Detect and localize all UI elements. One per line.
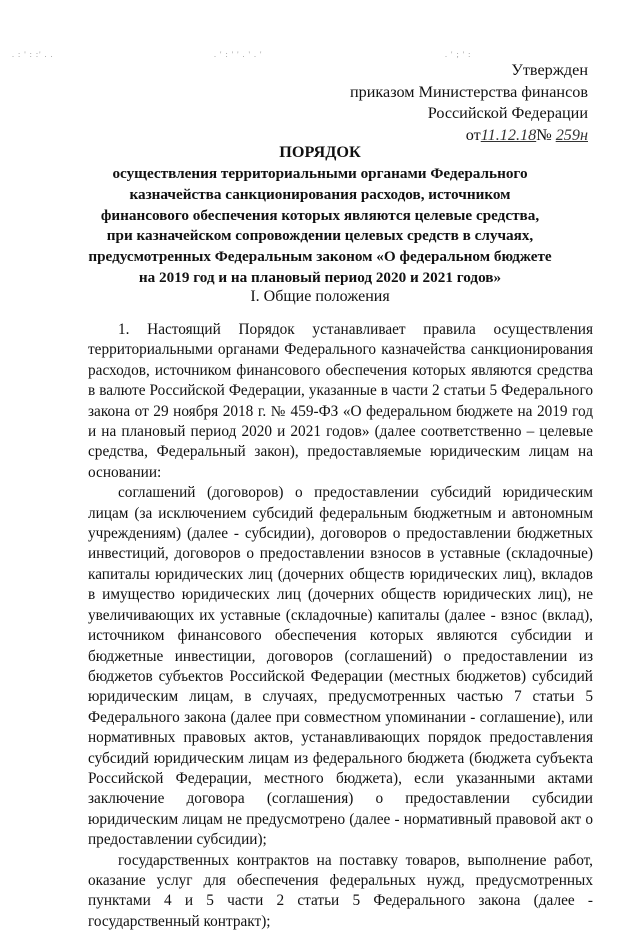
paragraph: соглашений (договоров) о предоставлении субсидий юридическим лицам (за исключением субсидий федеральным бюджетным и автономным учреждениям) (далее - субсидии), договоров о предоставлении бюджетных инвестиций, договоров о предоставлении взносов в уставные (складочные) капиталы юридических лиц (дочерних обществ юридических лиц), вкладов в имущество юридических лиц (дочерних обществ юридических лиц), не увеличивающих их уставные (складочные) капиталы (далее - взнос (вклад), источником финансового обеспечения которых являются субсидии и бюджетные инвестиции, договоров (соглашений) о предоставлении из бюджетов субъектов Российской Федерации (местных бюджетов) субсидий юридическим лицам, в случаях, предусмотренных частью 7 статьи 5 Федерального закона (далее при совместном упоминании - соглашение), или нормативных правовых актов, устанавливающих порядок предоставления субсидий юридическим лицам из федерального бюджета (бюджета субъекта Российской Федерации, местного бюджета), если указанными актами заключение договора (соглашения) о предоставлении субсидии юридическим лицам не предусмотрено (далее - нормативный правовой акт о предоставлении субсидии); <box>88 484 593 849</box>
paragraph: 1. Настоящий Порядок устанавливает правила осуществления территориальными органами Федерального казначейства санкционирования расходов, источником финансового обеспечения которых являются средства в валюте Российской Федерации, указанные в части 2 статьи 5 Федерального закона от 29 ноября 2018 г. № 459-ФЗ «О федеральном бюджете на 2019 год и на плановый период 2020 и 2021 годов» (далее соответственно – целевые средства, Федеральный закон), предоставляемые юридическим лицам на основании: <box>88 321 593 481</box>
document-subtitle: осуществления территориальными органами Федерального казначейства санкционирования расходов, источником финансового обеспечения которых являются целевые средства, при казначейском сопровождении целевых средств в случаях, предусмотренных Федеральным законом «О федеральном бюджете на 2019 год и на плановый период 2020 и 2021 годов» <box>88 165 552 286</box>
section-heading: I. Общие положения <box>250 288 390 305</box>
approval-line-1: Утвержден <box>511 61 588 79</box>
scan-mark-right: . ' ; ' : <box>445 50 472 59</box>
date-prefix: от <box>465 125 481 144</box>
paragraph: государственных контрактов на поставку товаров, выполнение работ, оказание услуг для обеспечения федеральных нужд, предусмотренных пунктами 4 и 5 части 2 статьи 5 Федерального закона (далее - государственный контракт); <box>88 851 593 930</box>
number-prefix: № <box>536 125 552 144</box>
approval-number: 259н <box>555 125 588 144</box>
approval-line-2: приказом Министерства финансов <box>349 82 588 101</box>
scan-mark-middle: . ' : ' ' . ' . ' <box>214 50 263 59</box>
scan-mark-left: . : ' : :' . . <box>12 50 54 59</box>
document-title: ПОРЯДОК <box>279 143 361 161</box>
body-text <box>88 320 593 932</box>
approval-line-3: Российской Федерации <box>427 104 588 122</box>
approval-date: 11.12.18 <box>480 125 537 144</box>
approval-block <box>328 60 588 146</box>
